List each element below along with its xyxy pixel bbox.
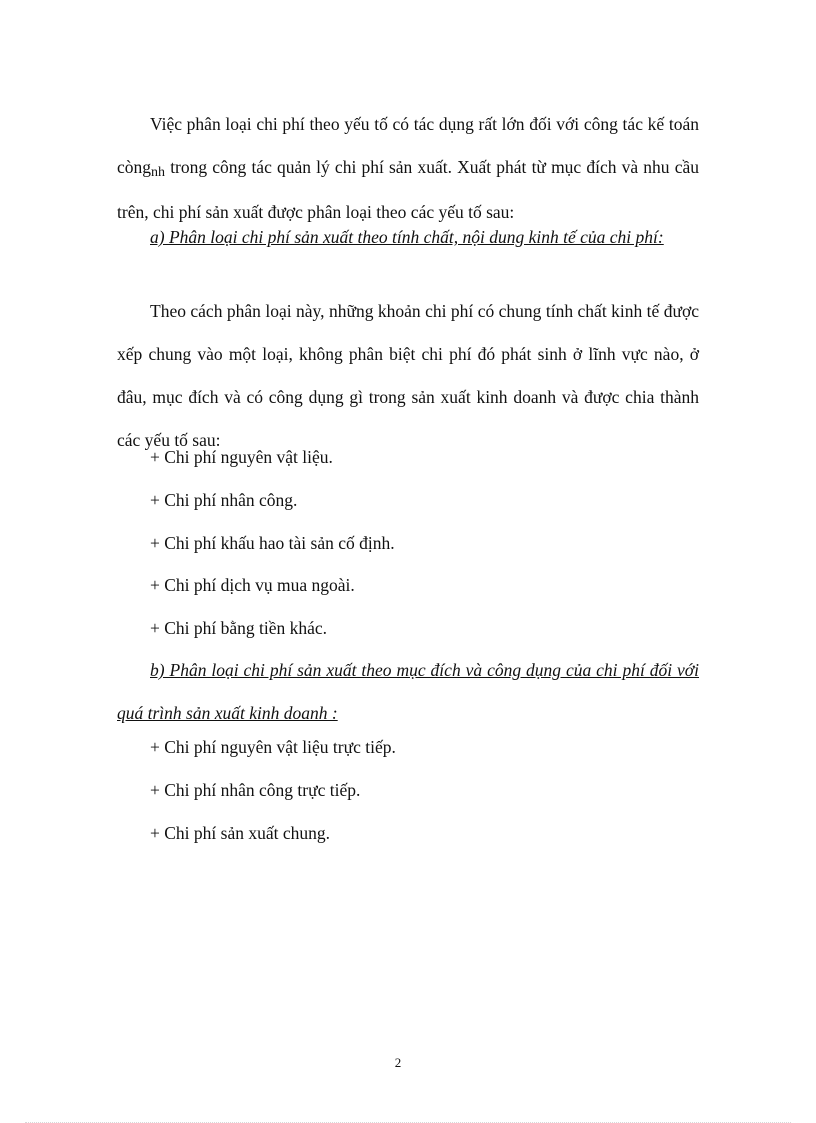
section-b-heading: b) Phân loại chi phí sản xuất theo mục đích và công dụng của chi phí đối với quá trình sản xuất kinh doanh :	[117, 660, 699, 723]
intro-subscript: nh	[151, 165, 166, 180]
list-item: + Chi phí sản xuất chung.	[150, 823, 330, 843]
section-a-paragraph: Theo cách phân loại này, những khoản chi phí có chung tính chất kinh tế được xếp chung vào một loại, không phân biệt chi phí đó phát sinh ở lĩnh vực nào, ở đâu, mục đích và có công dụng gì trong sản xuất kinh doanh và được chia thành các yếu tố sau:	[117, 301, 699, 450]
list-item: + Chi phí nguyên vật liệu.	[150, 447, 333, 467]
list-item: + Chi phí khấu hao tài sản cố định.	[150, 533, 395, 553]
intro-text-part1: Việc phân loại chi phí theo yếu tố có tác dụng rất lớn đối với công tác kế toán còng	[117, 114, 699, 177]
list-item: + Chi phí bằng tiền khác.	[150, 618, 328, 638]
list-item: + Chi phí nhân công.	[150, 490, 298, 510]
list-item: + Chi phí nguyên vật liệu trực tiếp.	[150, 737, 396, 757]
list-item: + Chi phí dịch vụ mua ngoài.	[150, 575, 355, 595]
list-item: + Chi phí nhân công trực tiếp.	[150, 780, 361, 800]
intro-paragraph	[117, 103, 699, 234]
page-number: 2	[394, 1055, 402, 1070]
intro-text-part2: trong công tác quản lý chi phí sản xuất. Xuất phát từ mục đích và nhu cầu trên, chi phí sản xuất được phân loại theo các yếu tố sau:	[117, 157, 699, 222]
section-a-heading: a) Phân loại chi phí sản xuất theo tính chất, nội dung kinh tế của chi phí:	[150, 227, 664, 247]
